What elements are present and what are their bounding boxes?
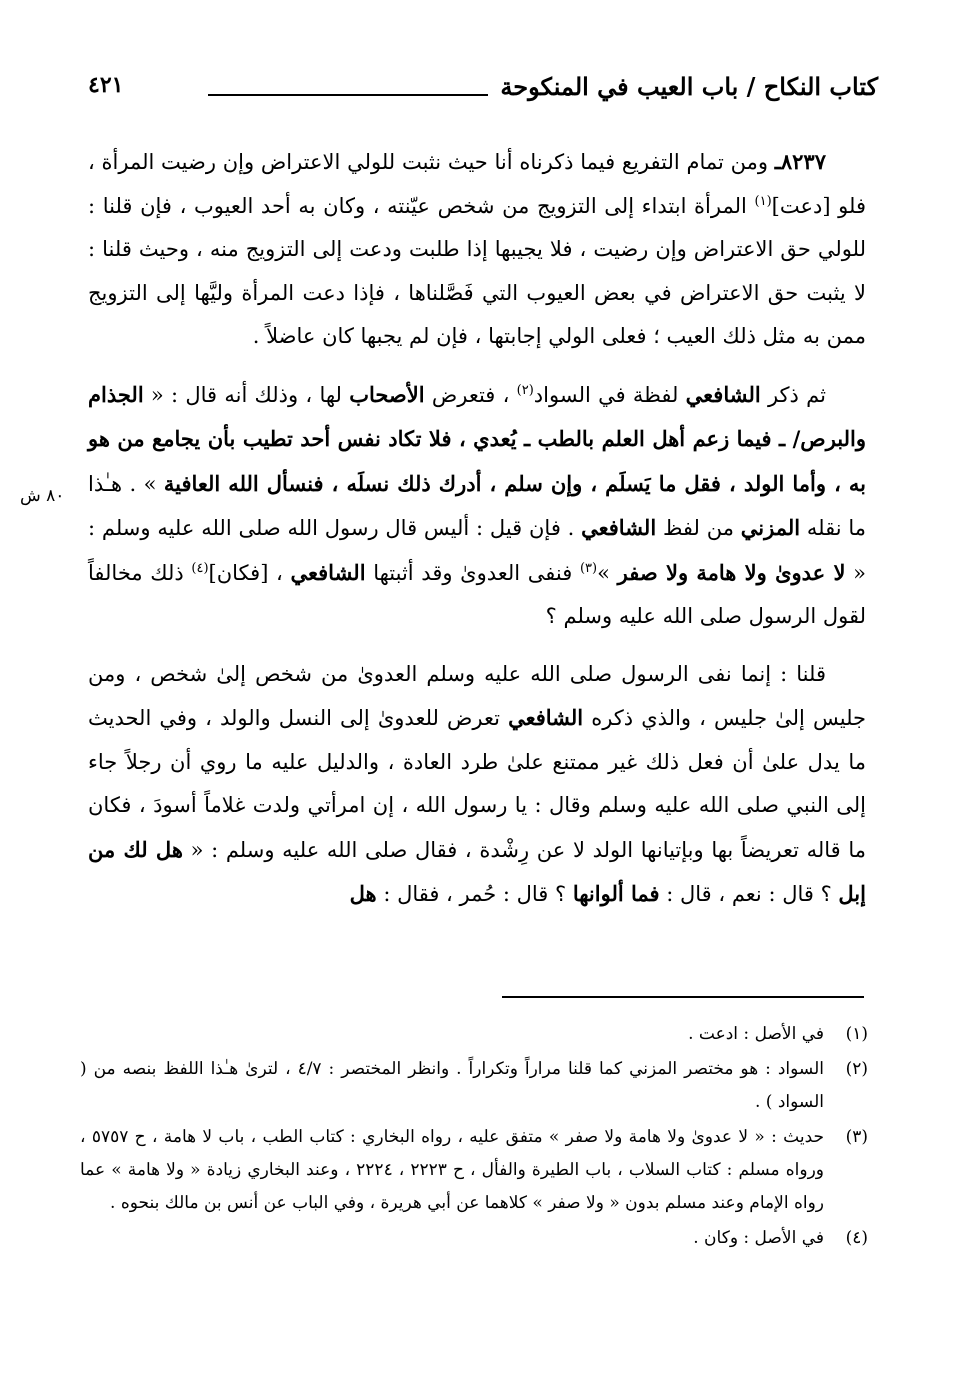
footnote-ref: (١): [754, 193, 772, 209]
bold-hadith: هل: [349, 881, 377, 906]
footnote-number: (٢): [845, 1059, 868, 1079]
bold-name: المزني: [740, 515, 801, 540]
text-run: ؟ قال : حُمر ، فقال :: [376, 882, 573, 906]
bold-quote: الجذام والبرص/ ـ فيما زعم أهل العلم بالطب ـ يُعدي ، فلا تكاد نفس أحد تطيب بأن يجامع من هو به ، وأما الولد ، فقل ما يَسلَم ، وإن سلم ، أدرك ذلك نسلَه ، فنسأل الله العافية: [88, 381, 866, 496]
footnote-text: حديث : « لا عدوىٰ ولا هامة ولا صفر » متفق عليه ، رواه البخاري : كتاب الطب ، باب لا هامة ، ح ٥٧٥٧ ، ورواه مسلم : كتاب السلاب ، باب الطيرة والفأل ، ح ٢٢٢٣ ، ٢٢٢٤ ، وعند البخاري زيادة « ولا هامة » عما رواه الإمام وعند مسلم بدون « ولا صفر » كلاهما عن أبي هريرة ، وفي الباب عن أنس بن مالك بنحوه .: [80, 1127, 825, 1213]
page-number: ٤٢١: [88, 72, 124, 98]
text-run: ومن تمام التفريع فيما ذكرناه أنا حيث نثبت للولي الاعتراض وإن رضيت المرأة ، فلو [دعت]: [88, 150, 867, 218]
footnote-number: (٤): [845, 1228, 868, 1248]
paragraph-answer: [88, 653, 866, 917]
bold-hadith: هل لك من إبل: [88, 836, 866, 906]
footnote-separator: [502, 996, 864, 998]
text-run: ، [فكان]: [208, 560, 291, 585]
footnote-number: (١): [845, 1024, 868, 1044]
text-run: لفظة في السواد: [533, 382, 686, 407]
bold-name: الشافعي: [508, 705, 584, 730]
bold-name: الشافعي: [290, 559, 366, 585]
text-run: ثم ذكر: [760, 382, 826, 407]
running-header: [88, 72, 878, 112]
footnote-text: السواد : هو مختصر المزني كما قلنا مراراً وتكراراً . وانظر المختصر : ٤/٧ ، لترىٰ هـٰذا اللفظ بنصه من ( السواد ) .: [80, 1059, 824, 1112]
chapter-title: كتاب النكاح / باب العيب في المنكوحة: [500, 72, 878, 101]
footnote-ref: (٤): [191, 560, 209, 576]
bold-name: الشافعي: [685, 381, 761, 407]
bold-name: الشافعي: [581, 515, 657, 540]
footnote-2: [80, 1053, 868, 1119]
bold-hadith: لا عدوىٰ ولا هامة ولا صفر: [617, 559, 846, 585]
text-run: لها ، وذلك أنه قال : «: [143, 382, 350, 407]
text-run: من لفظ: [656, 516, 741, 540]
text-run: المرأة ابتداء إلى التزويج من شخص عيّنته ، وكان به أحد العيوب ، فإن قلنا : للولي حق الاعتراض وإن رضيت ، فلا يجيبها إذا طلبت ودعت إلى التزويج منه ، وحيث قلنا : لا يثبت حق الاعتراض في بعض العيوب التي فَصَّلناها ، فإذا دعت المرأة وليَّها إلى التزويج ممن به مثل ذلك العيب ؛ فعلى الولي إجابتها ، فإن لم يجبها كان عاضلاً .: [88, 193, 866, 348]
footnote-4: [80, 1222, 868, 1255]
footnote-ref: (٢): [516, 382, 534, 398]
text-run: ذلك مخالفاً لقول الرسول صلى الله عليه وسلم ؟: [88, 560, 866, 628]
footnote-text: في الأصل : وكان .: [693, 1228, 824, 1248]
header-rule: [208, 94, 488, 96]
text-run: »: [597, 560, 618, 585]
main-text: [88, 140, 866, 931]
issue-number: ٨٢٣٧ـ: [774, 149, 826, 174]
footnote-3: [80, 1121, 868, 1220]
footnote-1: [80, 1018, 868, 1051]
footnote-number: (٣): [845, 1127, 868, 1147]
footnote-text: في الأصل : ادعت .: [688, 1024, 824, 1044]
text-run: تعرض للعدوىٰ إلى النسل والولد ، وفي الحديث ما يدل علىٰ أن فعل ذلك غير ممتنع علىٰ طرد العادة ، والدليل عليه ما روي أن رجلاً جاء إلى النبي صلى الله عليه وسلم وقال : يا رسول الله ، إن امرأتي ولدت غلاماً أسودَ ، فكان ما قاله تعريضاً بها وبإتيانها الولد لا عن رِشْدة ، فقال صلى الله عليه وسلم : «: [88, 706, 866, 862]
text-run: قلنا : إنما نفى الرسول صلى الله عليه وسلم العدوىٰ من شخص إلىٰ شخص ، ومن جليس إلىٰ جليس ، والذي ذكره: [88, 661, 866, 730]
text-run: فنفى العدوىٰ وقد أثبتها: [365, 560, 580, 585]
bold-hadith: فما ألوانها: [572, 881, 660, 906]
paragraph-shafii-quote: [88, 373, 866, 639]
footnote-ref: (٣): [579, 560, 598, 576]
margin-folio-note: ٨٠ ش: [20, 486, 65, 506]
text-run: . فإن قيل : أليس قال رسول الله صلى الله عليه وسلم : «: [88, 516, 866, 585]
paragraph-8237: [88, 140, 866, 359]
text-run: ، فتعرض: [424, 382, 517, 407]
text-run: » . هـٰذا ما نقله: [88, 471, 866, 540]
footnotes: [80, 1018, 868, 1257]
text-run: ؟ قال : نعم ، قال :: [659, 882, 839, 906]
bold-name: الأصحاب: [349, 381, 425, 407]
